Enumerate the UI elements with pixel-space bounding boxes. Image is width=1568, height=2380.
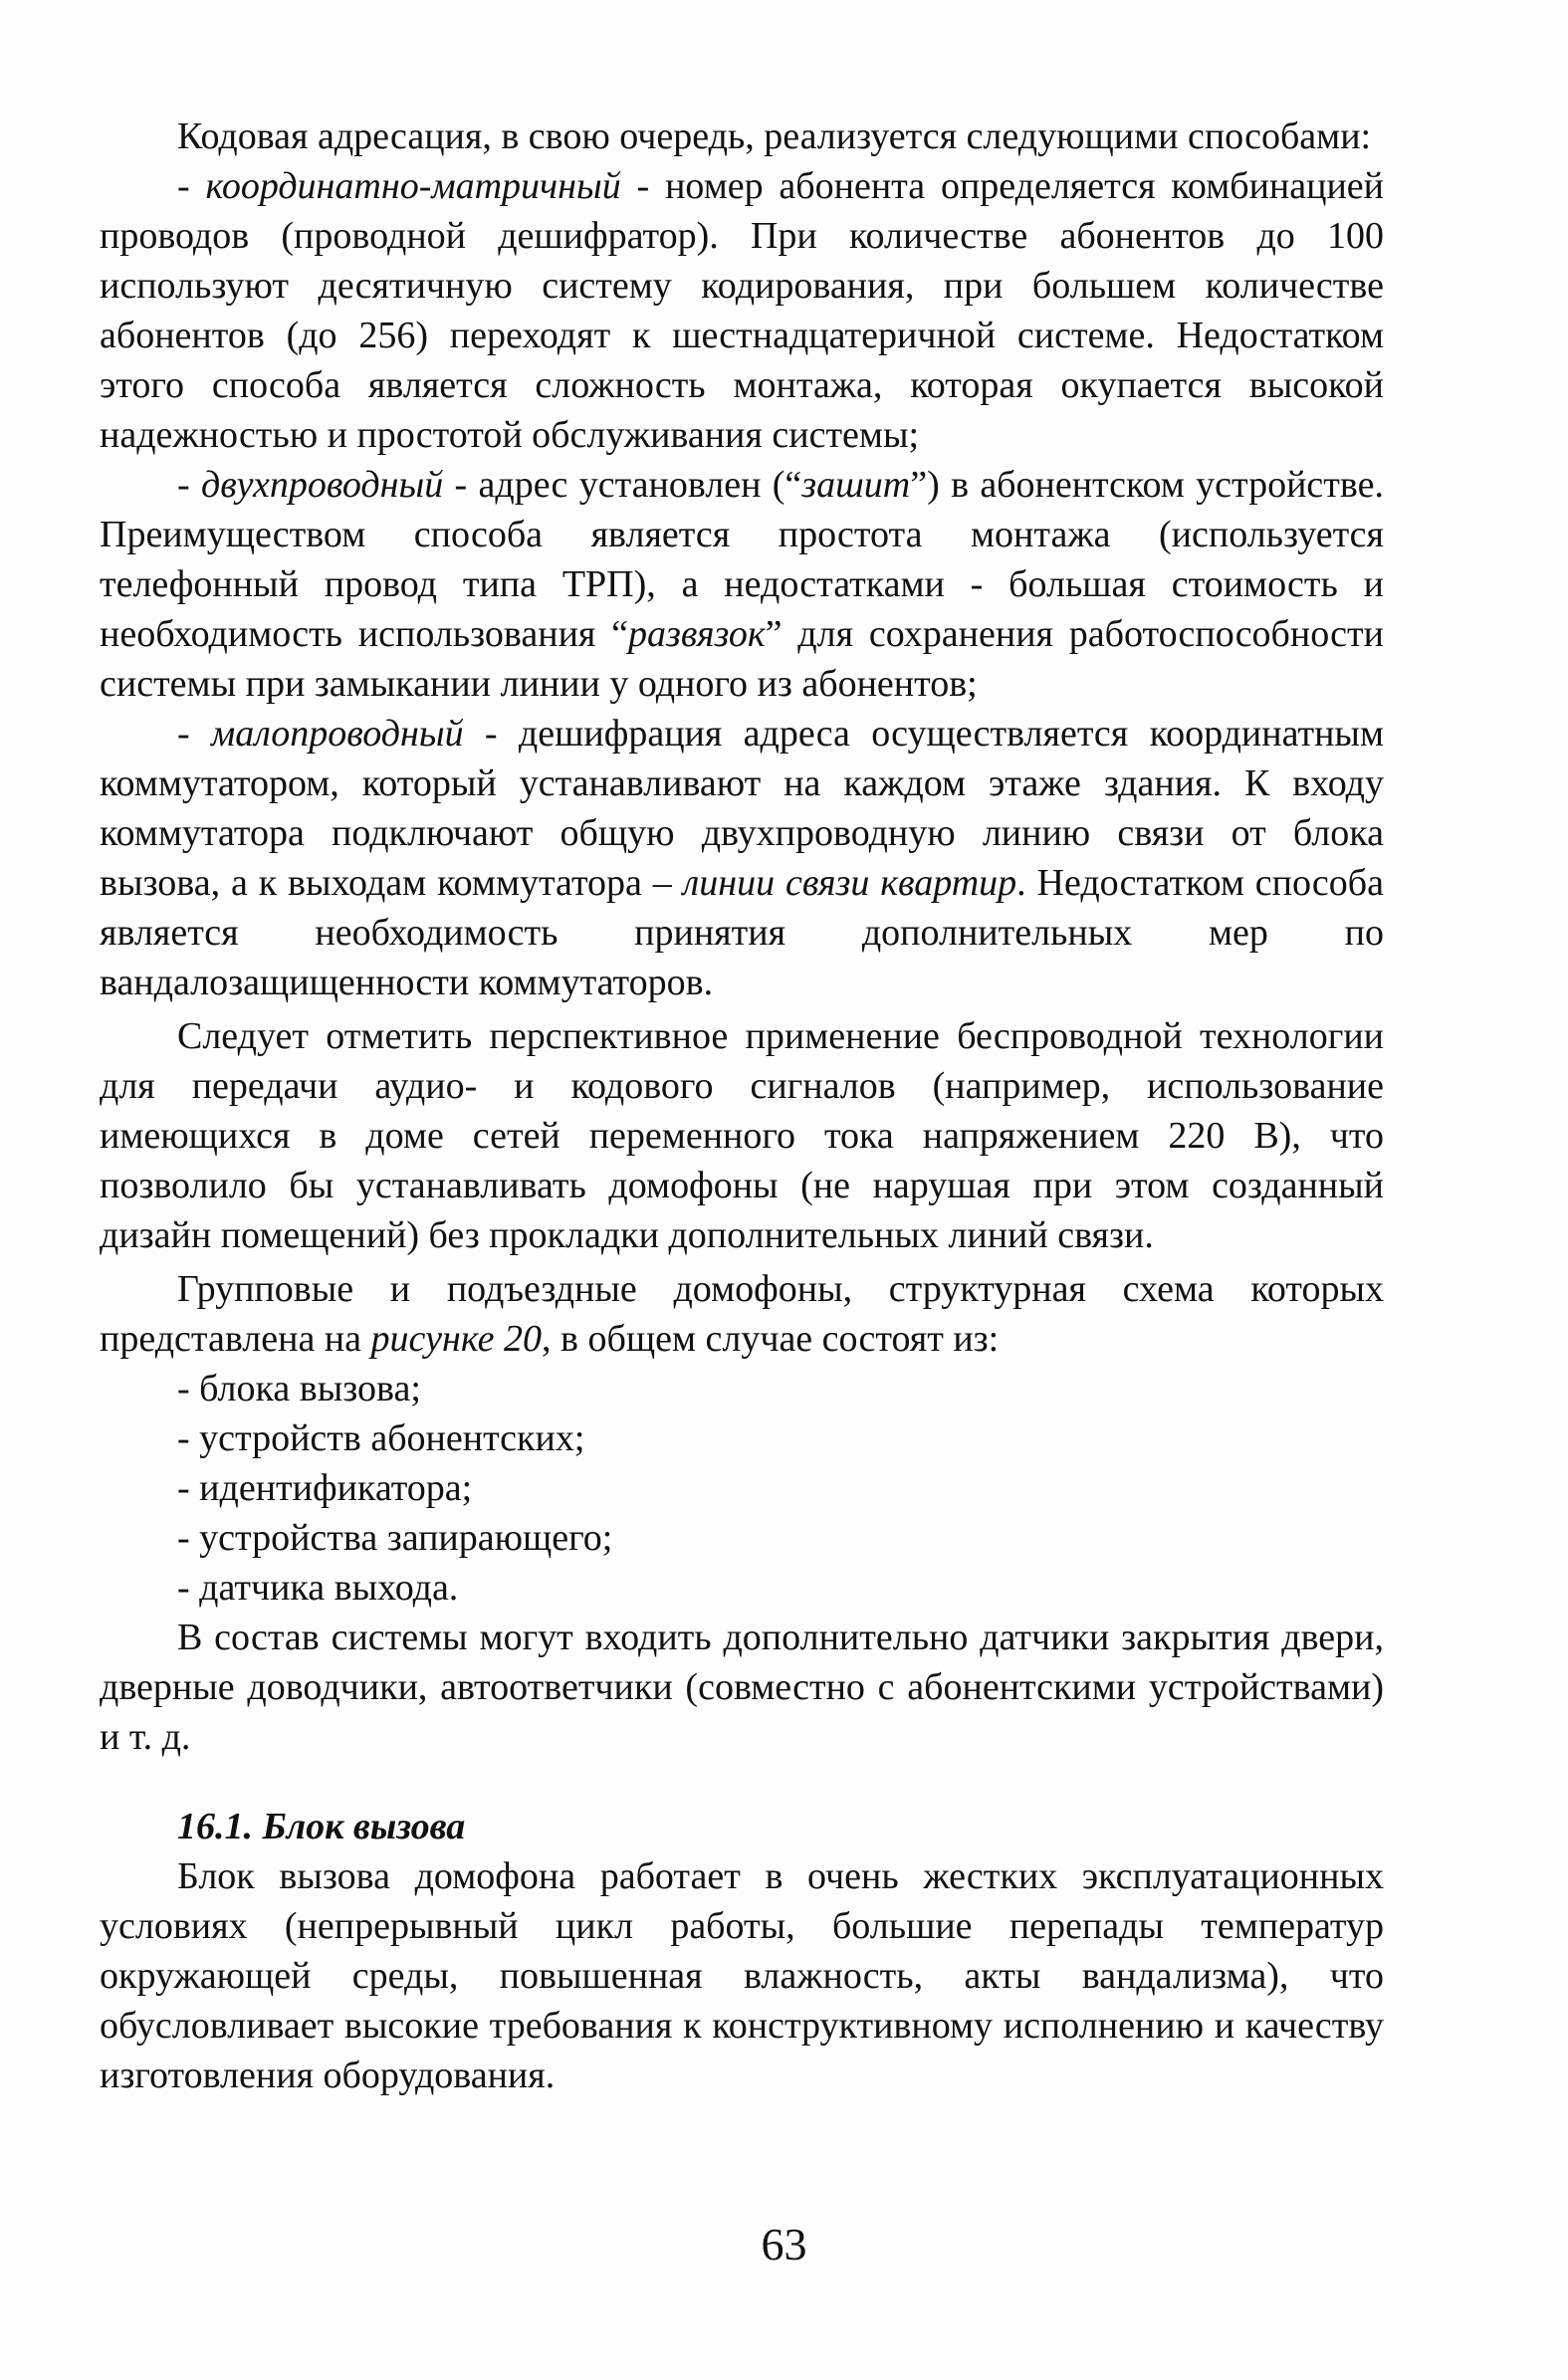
method-dash: -: [177, 165, 206, 207]
method-dash: -: [177, 713, 211, 755]
list-item: - датчика выхода.: [177, 1567, 459, 1609]
call-block-paragraph: Блок вызова домофона работает в очень жестких эксплуатационных условиях (непрерывный цикл работы, большие перепады температур окружающей среды, повышенная влажность, акты вандализма), что обусловливает высокие требования к конструктивному исполнению и качеству изготовления оборудования.: [100, 1855, 1384, 2096]
method-two-wire: [100, 460, 1384, 709]
list-item: - блока вызова;: [177, 1368, 421, 1409]
list-item: - устройства запирающего;: [177, 1517, 613, 1559]
method-coordinate-matrix: [100, 161, 1384, 460]
method-term: двухпроводный: [200, 464, 444, 506]
method-text: ”) в абонентском устройстве. Преимуществом способа является простота монтажа (используется телефонный провод типа ТРП), а недостатками - большая стоимость и необходимость использования “: [100, 464, 1384, 655]
figure-reference: рисунке 20: [370, 1318, 543, 1360]
group-intercom-paragraph: [100, 1264, 1384, 1364]
list-item: - устройств абонентских;: [177, 1417, 585, 1459]
extra-components-paragraph: В состав системы могут входить дополнительно датчики закрытия двери, дверные доводчики, автоответчики (совместно с абонентскими устройствами) и т. д.: [100, 1617, 1384, 1758]
paragraph-text: , в общем случае состоят из:: [542, 1318, 1000, 1360]
components-list: [100, 1364, 1384, 1613]
method-text: ” для сохранения работоспособности системы при замыкании линии у одного из абонентов;: [100, 613, 1384, 705]
page-body: [100, 111, 1384, 2100]
page-number: 63: [761, 2219, 807, 2270]
method-low-wire: [100, 709, 1384, 1007]
section-heading: 16.1. Блок вызова: [177, 1806, 466, 1847]
method-term: малопроводный: [211, 713, 464, 755]
method-dash: -: [177, 464, 201, 506]
method-term-decouplers: развязок: [628, 613, 766, 655]
method-text: . Недостатком способа является необходимость принятия дополнительных мер по вандалозащищенности коммутаторов.: [100, 862, 1384, 1003]
method-term: координатно-матричный: [205, 165, 621, 207]
method-term-apartment-lines: линии связи квартир: [682, 862, 1017, 904]
method-term-hardwired: зашит: [801, 464, 911, 506]
paragraph-text: Групповые и подъездные домофоны, структурная схема которых представлена на: [100, 1268, 1384, 1360]
method-text: - дешифрация адреса осуществляется координатным коммутатором, который устанавливают на каждом этаже здания. К входу коммутатора подключают общую двухпроводную линию связи от блока вызова, а к выходам коммутатора –: [100, 713, 1385, 904]
intro-paragraph: Кодовая адресация, в свою очередь, реализуется следующими способами:: [177, 115, 1372, 157]
method-text: - номер абонента определяется комбинацией проводов (проводной дешифратор). При количестве абонентов до 100 используют десятичную систему кодирования, при большем количестве абонентов (до 256) переходят к шестнадцатеричной системе. Недостатком этого способа является сложность монтажа, которая окупается высокой надежностью и простотой обслуживания системы;: [100, 165, 1384, 456]
list-item: - идентификатора;: [177, 1467, 473, 1509]
method-text: - адрес установлен (“: [443, 464, 802, 506]
wireless-paragraph: Следует отметить перспективное применение беспроводной технологии для передачи аудио- и кодового сигналов (например, использование имеющихся в доме сетей переменного тока напряжением 220 В), что позволило бы устанавливать домофоны (не нарушая при этом созданный дизайн помещений) без прокладки дополнительных линий связи.: [100, 1015, 1384, 1256]
